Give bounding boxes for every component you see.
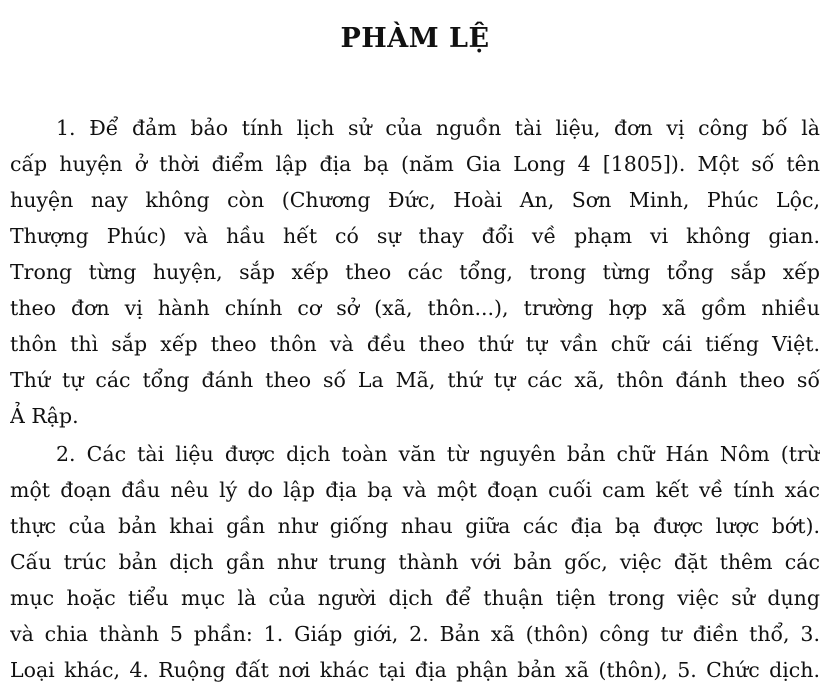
paragraph-line: Cấu trúc bản dịch gần như trung thành với bản gốc, việc đặt thêm các [10,550,820,574]
page-title: PHÀM LỆ [340,23,490,54]
paragraph-line: thực của bản khai gần như giống nhau giữa các địa bạ được lược bớt). [10,514,820,538]
paragraph-line: 1. Để đảm bảo tính lịch sử của nguồn tài liệu, đơn vị công bố là [56,116,820,140]
paragraph-line: 2. Các tài liệu được dịch toàn văn từ nguyên bản chữ Hán Nôm (trừ [56,442,820,466]
paragraph-line: cấp huyện ở thời điểm lập địa bạ (năm Gia Long 4 [1805]). Một số tên [10,152,820,176]
paragraph-line: Ả Rập. [10,404,79,428]
paragraph-2 [10,436,820,688]
paragraph-line: Trong từng huyện, sắp xếp theo các tổng, trong từng tổng sắp xếp [10,260,820,284]
paragraph-line: mục hoặc tiểu mục là của người dịch để thuận tiện trong việc sử dụng [10,586,820,610]
paragraph-line: Thứ tự các tổng đánh theo số La Mã, thứ tự các xã, thôn đánh theo số [10,368,820,392]
paragraph-line: huyện nay không còn (Chương Đức, Hoài An, Sơn Minh, Phúc Lộc, [10,188,820,212]
paragraph-line: thôn thì sắp xếp theo thôn và đều theo thứ tự vần chữ cái tiếng Việt. [10,332,820,356]
paragraph-line: Loại khác, 4. Ruộng đất nơi khác tại địa phận bản xã (thôn), 5. Chức dịch. [10,658,820,682]
paragraph-line: Thượng Phúc) và hầu hết có sự thay đổi về phạm vi không gian. [10,224,820,248]
paragraph-1 [10,110,820,434]
paragraph-line: một đoạn đầu nêu lý do lập địa bạ và một đoạn cuối cam kết về tính xác [10,478,820,502]
paragraph-line: theo đơn vị hành chính cơ sở (xã, thôn...), trường hợp xã gồm nhiều [10,296,820,320]
paragraph-line: và chia thành 5 phần: 1. Giáp giới, 2. Bản xã (thôn) công tư điền thổ, 3. [10,622,820,646]
